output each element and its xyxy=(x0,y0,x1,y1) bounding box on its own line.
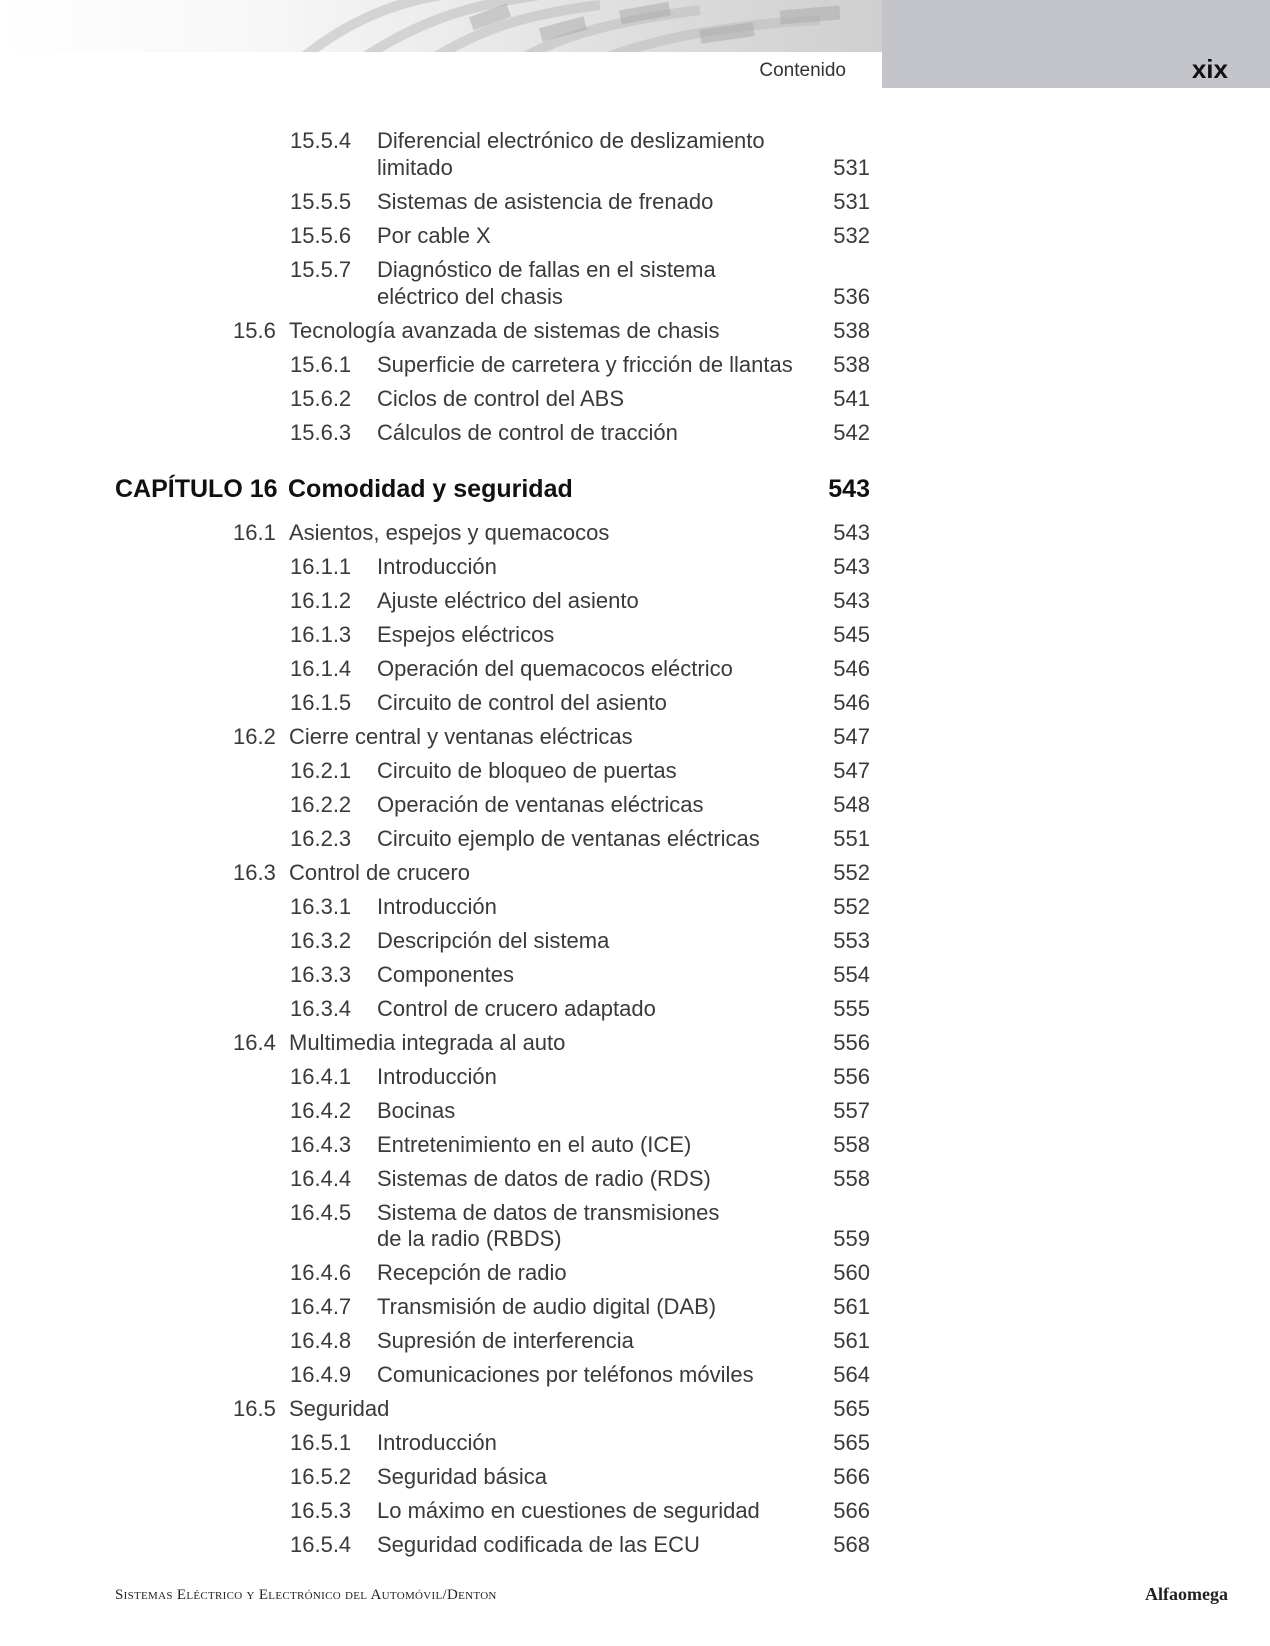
entry-number: 16.1.1 xyxy=(290,554,352,579)
entry-number: 16.4.6 xyxy=(290,1260,352,1285)
entry-page: 553 xyxy=(833,928,870,953)
section-title: Control de crucero xyxy=(289,860,470,885)
entry-title: Introducción xyxy=(377,894,497,919)
page-number: xix xyxy=(1191,54,1228,84)
entry-title: Por cable X xyxy=(377,223,491,248)
entry-page: 541 xyxy=(833,386,870,411)
chapter-label: CAPÍTULO 16 xyxy=(115,475,278,503)
entry-title: Componentes xyxy=(377,962,514,987)
entry-page: 558 xyxy=(833,1132,870,1157)
section-number: 16.3 xyxy=(233,860,276,885)
section-title: Asientos, espejos y quemacocos xyxy=(289,520,610,545)
entry-number: 16.2.1 xyxy=(290,758,352,783)
entry-number: 15.6.1 xyxy=(290,352,352,377)
entry-number: 16.4.8 xyxy=(290,1328,352,1353)
entry-page: 545 xyxy=(833,622,870,647)
section-number: 16.1 xyxy=(233,520,276,545)
entry-title: Introducción xyxy=(377,554,497,579)
chapter-title: Comodidad y seguridad xyxy=(288,475,573,503)
entry-page: 552 xyxy=(833,860,870,885)
entry-title: Superficie de carretera y fricción de llantas xyxy=(377,352,793,377)
entry-page: 564 xyxy=(833,1362,870,1387)
entry-number: 16.3.1 xyxy=(290,894,352,919)
entry-page: 556 xyxy=(833,1064,870,1089)
entry-title-continued: de la radio (RBDS) xyxy=(377,1226,562,1251)
entry-title: Sistema de datos de transmisiones xyxy=(377,1200,720,1225)
entry-title: Diagnóstico de fallas en el sistema xyxy=(377,257,716,282)
entry-title: Transmisión de audio digital (DAB) xyxy=(377,1294,717,1319)
entry-number: 16.4.4 xyxy=(290,1166,352,1191)
entry-page: 531 xyxy=(833,155,870,180)
entry-title: Descripción del sistema xyxy=(377,928,610,953)
entry-title: Control de crucero adaptado xyxy=(377,996,656,1021)
entry-page: 536 xyxy=(833,284,870,309)
entry-title: Diferencial electrónico de deslizamiento xyxy=(377,128,765,153)
entry-page: 542 xyxy=(833,420,870,445)
entry-page: 557 xyxy=(833,1098,870,1123)
entry-title: Recepción de radio xyxy=(377,1260,567,1285)
entry-title: Ciclos de control del ABS xyxy=(377,386,625,411)
entry-number: 16.5.1 xyxy=(290,1430,352,1455)
entry-number: 16.5.4 xyxy=(290,1532,352,1557)
entry-number: 15.5.4 xyxy=(290,128,352,153)
entry-page: 561 xyxy=(833,1328,870,1353)
entry-number: 15.5.6 xyxy=(290,223,352,248)
entry-page: 554 xyxy=(833,962,870,987)
entry-page: 561 xyxy=(833,1294,870,1319)
section-title: Seguridad xyxy=(289,1396,390,1421)
entry-title: Supresión de interferencia xyxy=(377,1328,634,1353)
entry-title: Operación del quemacocos eléctrico xyxy=(377,656,733,681)
entry-page: 558 xyxy=(833,1166,870,1191)
entry-title: Bocinas xyxy=(377,1098,456,1123)
entry-title: Circuito ejemplo de ventanas eléctricas xyxy=(377,826,760,851)
entry-number: 16.1.2 xyxy=(290,588,352,613)
entry-page: 546 xyxy=(833,690,870,715)
entry-number: 15.6.3 xyxy=(290,420,352,445)
entry-number: 16.1.4 xyxy=(290,656,352,681)
entry-title: Seguridad básica xyxy=(377,1464,548,1489)
entry-page: 555 xyxy=(833,996,870,1021)
entry-title: Entretenimiento en el auto (ICE) xyxy=(377,1132,692,1157)
entry-number: 16.5.3 xyxy=(290,1498,352,1523)
entry-page: 538 xyxy=(833,318,870,343)
entry-page: 546 xyxy=(833,656,870,681)
entry-title: Operación de ventanas eléctricas xyxy=(377,792,704,817)
entry-page: 566 xyxy=(833,1498,870,1523)
chapter-page: 543 xyxy=(828,475,870,503)
entry-number: 16.4.5 xyxy=(290,1200,352,1225)
entry-title: Cálculos de control de tracción xyxy=(377,420,678,445)
running-head: Contenido xyxy=(759,60,846,81)
entry-page: 543 xyxy=(833,588,870,613)
entry-number: 15.5.7 xyxy=(290,257,352,282)
section-title: Tecnología avanzada de sistemas de chasis xyxy=(289,318,720,343)
entry-number: 16.4.3 xyxy=(290,1132,352,1157)
entry-page: 552 xyxy=(833,894,870,919)
entry-page: 543 xyxy=(833,554,870,579)
section-number: 15.6 xyxy=(233,318,276,343)
entry-number: 16.4.9 xyxy=(290,1362,352,1387)
entry-number: 15.5.5 xyxy=(290,189,352,214)
entry-title: Circuito de control del asiento xyxy=(377,690,667,715)
entry-page: 565 xyxy=(833,1430,870,1455)
entry-page: 568 xyxy=(833,1532,870,1557)
header-decorative-image xyxy=(0,0,882,52)
entry-page: 532 xyxy=(833,223,870,248)
entry-number: 15.6.2 xyxy=(290,386,352,411)
entry-page: 547 xyxy=(833,724,870,749)
entry-title-continued: limitado xyxy=(377,155,453,180)
section-number: 16.4 xyxy=(233,1030,276,1055)
entry-number: 16.1.3 xyxy=(290,622,352,647)
entry-number: 16.4.7 xyxy=(290,1294,352,1319)
entry-page: 547 xyxy=(833,758,870,783)
entry-page: 543 xyxy=(833,520,870,545)
entry-page: 548 xyxy=(833,792,870,817)
footer-publisher: Alfaomega xyxy=(1145,1584,1228,1604)
entry-title: Sistemas de datos de radio (RDS) xyxy=(377,1166,711,1191)
entry-page: 551 xyxy=(833,826,870,851)
entry-title: Seguridad codificada de las ECU xyxy=(377,1532,700,1557)
entry-number: 16.3.2 xyxy=(290,928,352,953)
section-title: Multimedia integrada al auto xyxy=(289,1030,566,1055)
entry-page: 559 xyxy=(833,1226,870,1251)
section-title: Cierre central y ventanas eléctricas xyxy=(289,724,633,749)
entry-title: Sistemas de asistencia de frenado xyxy=(377,189,714,214)
entry-number: 16.3.3 xyxy=(290,962,352,987)
entry-page: 565 xyxy=(833,1396,870,1421)
entry-number: 16.1.5 xyxy=(290,690,352,715)
entry-title: Introducción xyxy=(377,1064,497,1089)
entry-title: Comunicaciones por teléfonos móviles xyxy=(377,1362,754,1387)
entry-number: 16.2.2 xyxy=(290,792,352,817)
entry-page: 566 xyxy=(833,1464,870,1489)
entry-title: Ajuste eléctrico del asiento xyxy=(377,588,639,613)
entry-page: 538 xyxy=(833,352,870,377)
entry-page: 531 xyxy=(833,189,870,214)
entry-number: 16.3.4 xyxy=(290,996,352,1021)
entry-title: Lo máximo en cuestiones de seguridad xyxy=(377,1498,760,1523)
entry-page: 560 xyxy=(833,1260,870,1285)
section-number: 16.5 xyxy=(233,1396,276,1421)
entry-title: Introducción xyxy=(377,1430,497,1455)
footer-book-title: Sistemas Eléctrico y Electrónico del Automóvil/Denton xyxy=(115,1587,497,1603)
entry-number: 16.4.2 xyxy=(290,1098,352,1123)
section-number: 16.2 xyxy=(233,724,276,749)
entry-title: Espejos eléctricos xyxy=(377,622,555,647)
entry-number: 16.4.1 xyxy=(290,1064,352,1089)
entry-title: Circuito de bloqueo de puertas xyxy=(377,758,677,783)
entry-number: 16.5.2 xyxy=(290,1464,352,1489)
entry-number: 16.2.3 xyxy=(290,826,352,851)
entry-page: 556 xyxy=(833,1030,870,1055)
entry-title-continued: eléctrico del chasis xyxy=(377,284,563,309)
